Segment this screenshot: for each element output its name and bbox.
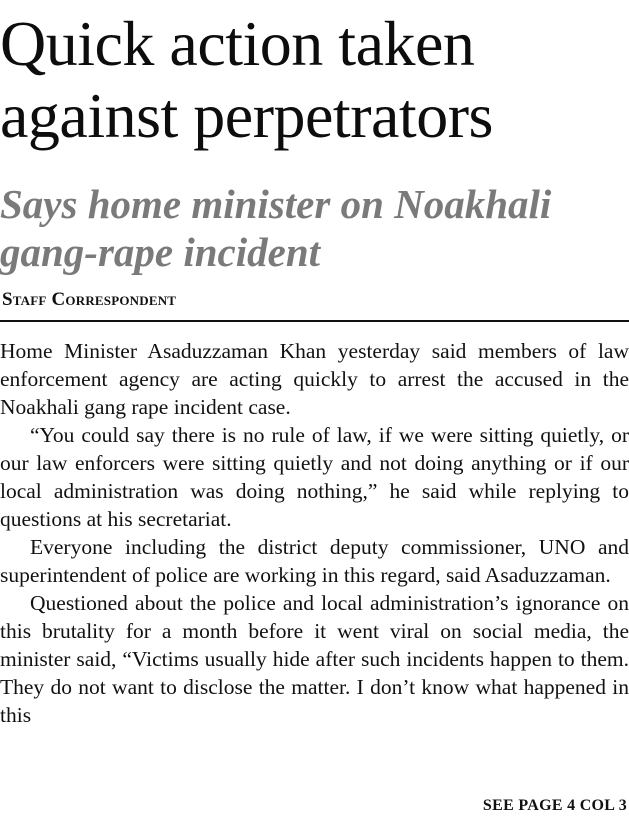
body-paragraph: Questioned about the police and local administration’s ignorance on this brutality for a month before it went viral on social media, the minister said, “Victims usually hide after such incidents happen to them. They do not want to disclose the matter. I don’t know what happened in this <box>0 591 629 727</box>
subheadline-line-2: gang-rape incident <box>0 229 321 275</box>
byline: Staff Correspondent <box>2 289 177 310</box>
article-body <box>0 337 629 729</box>
subheadline-line-1: Says home minister on Noakhali <box>0 181 552 227</box>
headline-line-2: against perpetrators <box>0 80 493 151</box>
subheadline <box>0 180 629 276</box>
headline-line-1: Quick action taken <box>0 8 475 79</box>
headline <box>0 8 629 152</box>
continuation-jump[interactable]: SEE PAGE 4 COL 3 <box>482 797 627 814</box>
byline-divider <box>0 320 629 322</box>
body-paragraph: “You could say there is no rule of law, if we were sitting quietly, or our law enforcers were sitting quietly and not doing anything or if our local administration was doing nothing,” he said while replying to questions at his secretariat. <box>0 423 629 531</box>
body-paragraph: Everyone including the district deputy commissioner, UNO and superintendent of police are working in this regard, said Asaduzzaman. <box>0 535 629 587</box>
body-paragraph: Home Minister Asaduzzaman Khan yesterday said members of law enforcement agency are acting quickly to arrest the accused in the Noakhali gang rape incident case. <box>0 339 629 419</box>
